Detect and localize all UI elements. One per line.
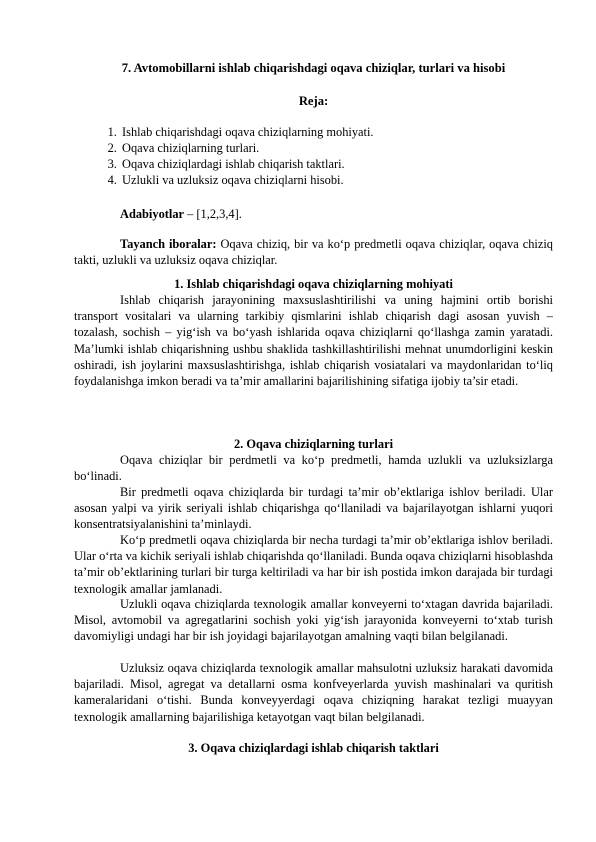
literature-line (74, 206, 553, 222)
keywords-text: Oqava chiziq, bir va ko‘p predmetli oqava chiziqlar, oqava chiziq takti, uzlukli va uzluksiz oqava chiziqlar. (74, 237, 553, 268)
section-2-paragraph: Uzlukli oqava chiziqlarda texnologik amallar konveyerni to‘xtagan davrida bajariladi. Misol, avtomobil va agregatlarini sochish yoki yig‘ish jarayonida konveyerni to‘xtab turish davomiyligi undagi har bir ish joyidagi bajarilayotgan amalning vaqti bilan belgilanadi. (74, 597, 553, 644)
section-2-heading: 2. Oqava chiziqlarning turlari (233, 437, 394, 451)
section-2-paragraph: Ko‘p predmetli oqava chiziqlarda bir necha turdagi ta’mir ob’ektlariga ishlov beriladi. Ular o‘rta va kichik seriyali ishlab chiqarishda qo‘llaniladi. Bunda oqava chiziqlarni hisoblashda ta’mir ob’ektlarining turlari bir turga keltiriladi va har bir ish postida imkon darajada bir turdagi texnologik amallar jamlanadi. (74, 533, 553, 596)
section-2-paragraph: Oqava chiziqlar bir perdmetli va ko‘p predmetli, hamda uzlukli va uzluksizlarga bo‘linadi. (74, 453, 553, 484)
literature-label: Adabiyotlar (120, 207, 185, 221)
plan-item: 4. Uzlukli va uzluksiz oqava chiziqlarni hisobi. (120, 172, 596, 188)
document-title: 7. Avtomobillarni ishlab chiqarishdagi oqava chiziqlar, turlari va hisobi (121, 61, 506, 75)
plan-item: 1. Ishlab chiqarishdagi oqava chiziqlarning mohiyati. (120, 124, 596, 140)
section-3-heading: 3. Oqava chiziqlardagi ishlab chiqarish taktlari (188, 741, 439, 755)
literature-text: – [1,2,3,4]. (184, 207, 242, 221)
plan-list (74, 124, 596, 188)
plan-item: 3. Oqava chiziqlardagi ishlab chiqarish taktlari. (120, 156, 596, 172)
section-2-paragraph: Uzluksiz oqava chiziqlarda texnologik amallar mahsulotni uzluksiz harakati davomida bajariladi. Misol, agregat va detallarni osma konfveyerlarda yuvish mashinalari va quritish kameralaridani o‘tishi. Bunda konveyyerdagi oqava chiziqning harakat tezligi muayyan texnologik amallarning bajarilishiga ketayotgan vaqt bilan belgilanadi. (74, 661, 553, 724)
section-1-paragraph: Ishlab chiqarish jarayonining maxsuslashtirilishi va uning hajmini ortib borishi transport vositalari va ularning tarkibiy qismlarini ishlab chiqarish dagi asosan yuvish – tozalash, sochish – yig‘ish va bo‘yash ishlarida oqava chiziqlarni qo‘llashga zamin yaratadi. Ma’lumki ishlab chiqarishning ushbu shaklida tashkillashtirilishi mehnat unumdorligini keskin oshiradi, ish joylarini maxsuslashtirishga, ishlab chiqarish vosiatalari va maydonlaridan to‘liq foydalanishga imkon beradi va ta’mir amallarini bajarilishining sifatiga ijobiy ta’sir etadi. (74, 293, 553, 389)
plan-heading: Reja: (298, 94, 329, 108)
plan-item: 2. Oqava chiziqlarning turlari. (120, 140, 596, 156)
section-1-heading: 1. Ishlab chiqarishdagi oqava chiziqlarning mohiyati (174, 277, 453, 291)
keywords-label: Tayanch iboralar: (120, 237, 217, 251)
keywords-paragraph (74, 236, 553, 268)
section-2-paragraph: Bir predmetli oqava chiziqlarda bir turdagi ta’mir ob’ektlariga ishlov beriladi. Ular asosan yalpi va yirik seriyali ishlab chiqarishga qo‘llaniladi va bajarilayotgan ishlarni yuqori konsentratsiyalanishini ta’minlaydi. (74, 485, 553, 532)
